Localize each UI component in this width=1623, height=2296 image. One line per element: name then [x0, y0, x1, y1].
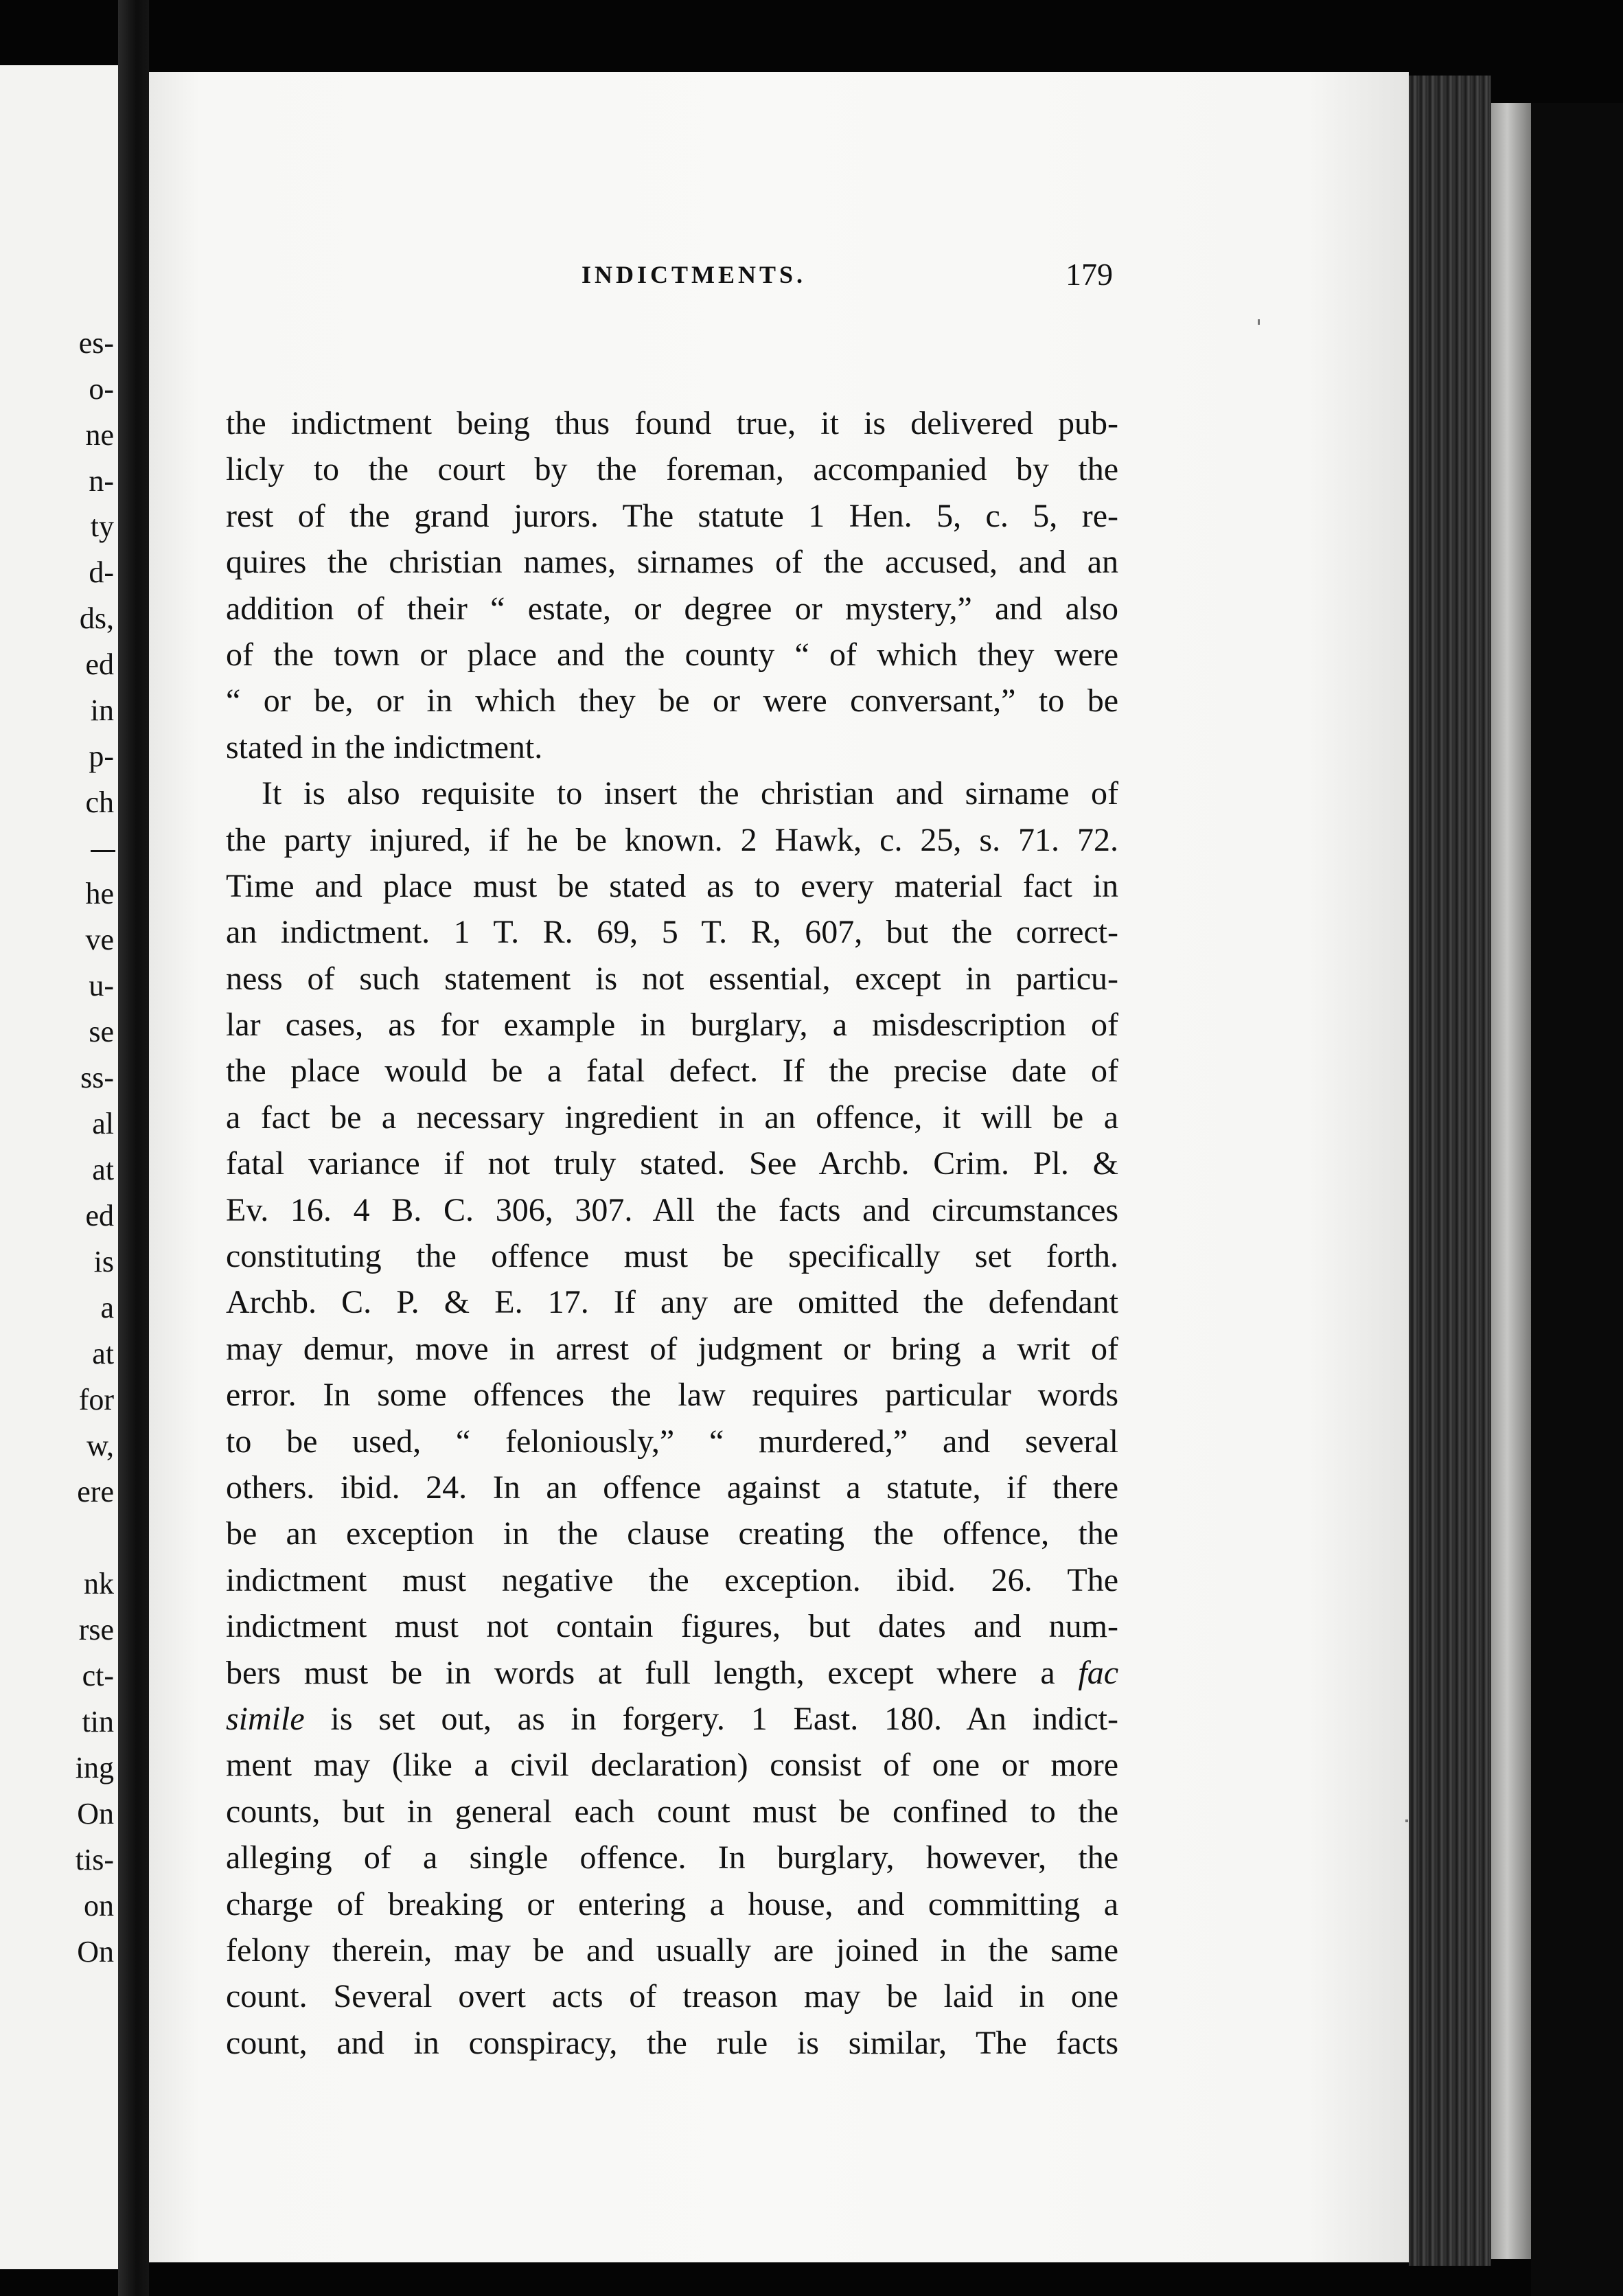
text-line: constituting the offence must be specifically set forth.: [226, 1238, 1118, 1275]
previous-page-fragment: rse: [78, 1613, 114, 1646]
scan-background: [1531, 103, 1623, 2296]
text-line: charge of breaking or entering a house, and committing a: [226, 1885, 1118, 1922]
text-line: alleging of a single offence. In burglary, however, the: [226, 1839, 1118, 1876]
text-line: It is also requisite to insert the christian and sirname of: [262, 775, 1118, 812]
text-line: [226, 1650, 1118, 1696]
previous-page-fragment: ch: [85, 785, 114, 819]
page-number: 179: [1066, 257, 1113, 292]
previous-page-fragment: tin: [82, 1705, 114, 1738]
previous-page-fragment: w,: [87, 1429, 114, 1462]
previous-page-fragment: ve: [85, 923, 114, 956]
text-line: others. ibid. 24. In an offence against a statute, if there: [226, 1469, 1118, 1506]
text-line: count. Several overt acts of treason may be laid in one: [226, 1978, 1118, 2015]
text-segment: bers must be in words at full length, except where a: [226, 1654, 1079, 1691]
running-head: [149, 254, 1409, 295]
previous-page-fragment: a: [100, 1291, 114, 1324]
text-line: to be used, “ feloniously,” “ murdered,” and several: [226, 1423, 1118, 1460]
previous-page-fragment: On: [77, 1797, 114, 1830]
previous-page-fragment: ed: [85, 1199, 114, 1232]
book-gutter: [118, 0, 149, 2296]
text-line: counts, but in general each count must be confined to the: [226, 1793, 1118, 1830]
previous-page-fragment: ne: [85, 418, 114, 452]
text-line: the place would be a fatal defect. If the precise date of: [226, 1053, 1118, 1090]
book-page: [149, 72, 1409, 2262]
previous-page-fragment: ing: [75, 1751, 114, 1784]
previous-page-fragment: at: [92, 1153, 114, 1186]
previous-page-fragment: n-: [89, 464, 114, 498]
previous-page-fragment: is: [93, 1245, 114, 1278]
previous-page-fragment: at: [92, 1337, 114, 1370]
text-line: an indictment. 1 T. R. 69, 5 T. R, 607, but the correct-: [226, 914, 1118, 951]
previous-page-edge: [0, 65, 118, 2269]
text-segment: is set out, as in forgery. 1 East. 180. An indict-: [304, 1700, 1118, 1737]
text-line: Ev. 16. 4 B. C. 306, 307. All the facts and circumstances: [226, 1191, 1118, 1228]
body-text: [226, 400, 1118, 2066]
text-line: the indictment being thus found true, it is delivered pub-: [226, 405, 1118, 441]
previous-page-fragment: ct-: [82, 1659, 114, 1692]
previous-page-fragment: o-: [89, 372, 114, 406]
previous-page-fragment: es-: [78, 326, 114, 360]
previous-page-fragment: on: [84, 1889, 114, 1922]
previous-page-fragment: ed: [85, 647, 114, 681]
text-line: fatal variance if not truly stated. See Archb. Crim. Pl. &: [226, 1145, 1118, 1182]
previous-page-fragment: se: [89, 1015, 114, 1048]
previous-page-fragment: p-: [89, 739, 114, 773]
text-line: lar cases, as for example in burglary, a misdescription of: [226, 1007, 1118, 1044]
text-line: licly to the court by the foreman, accompanied by the: [226, 451, 1118, 488]
previous-page-fragment: for: [78, 1383, 114, 1416]
previous-page-fragment: he: [85, 877, 114, 910]
previous-page-fragment: ere: [77, 1475, 114, 1508]
previous-page-rule: [91, 850, 115, 852]
previous-page-fragment: ty: [90, 509, 114, 543]
text-line: rest of the grand jurors. The statute 1 Hen. 5, c. 5, re-: [226, 497, 1118, 534]
text-line: quires the christian names, sirnames of the accused, and an: [226, 544, 1118, 581]
previous-page-fragment: al: [92, 1107, 114, 1140]
previous-page-fragment: nk: [84, 1567, 114, 1600]
text-line: be an exception in the clause creating the offence, the: [226, 1515, 1118, 1552]
previous-page-fragment: ds,: [79, 601, 114, 635]
text-line: [226, 1696, 1118, 1742]
text-line: error. In some offences the law requires particular words: [226, 1377, 1118, 1414]
page-stack-edge: [1409, 76, 1491, 2266]
text-line: indictment must not contain figures, but dates and num-: [226, 1608, 1118, 1645]
text-line: indictment must negative the exception. ibid. 26. The: [226, 1561, 1118, 1598]
running-head-title: INDICTMENTS.: [582, 261, 807, 288]
text-line: may demur, move in arrest of judgment or bring a writ of: [226, 1330, 1118, 1367]
text-line: the party injured, if he be known. 2 Hawk, c. 25, s. 71. 72.: [226, 821, 1118, 858]
text-line: addition of their “ estate, or degree or mystery,” and also: [226, 590, 1118, 627]
text-line: stated in the indictment.: [226, 728, 543, 766]
paper-speck: [1405, 1819, 1408, 1822]
previous-page-fragment: On: [77, 1935, 114, 1968]
paper-speck: [1258, 319, 1260, 325]
text-line: “ or be, or in which they be or were conversant,” to be: [226, 682, 1118, 720]
previous-page-fragment: in: [90, 693, 114, 727]
previous-page-fragment: u-: [89, 969, 114, 1002]
text-line: felony therein, may be and usually are joined in the same: [226, 1931, 1118, 1968]
text-line: Time and place must be stated as to every material fact in: [226, 867, 1118, 904]
text-line: Archb. C. P. & E. 17. If any are omitted the defendant: [226, 1284, 1118, 1321]
book-cover-edge: [1491, 103, 1531, 2259]
italic-term: simile: [226, 1700, 305, 1737]
italic-term: fac: [1078, 1654, 1118, 1691]
previous-page-fragment: ss-: [80, 1061, 114, 1094]
previous-page-fragment: d-: [89, 555, 114, 589]
text-line: ment may (like a civil declaration) consist of one or more: [226, 1747, 1118, 1784]
text-line: ness of such statement is not essential, except in particu-: [226, 960, 1118, 997]
text-line: of the town or place and the county “ of which they were: [226, 636, 1118, 673]
previous-page-fragment: tis-: [75, 1843, 114, 1876]
text-line: count, and in conspiracy, the rule is similar, The facts: [226, 2024, 1118, 2061]
text-line: a fact be a necessary ingredient in an offence, it will be a: [226, 1099, 1118, 1136]
